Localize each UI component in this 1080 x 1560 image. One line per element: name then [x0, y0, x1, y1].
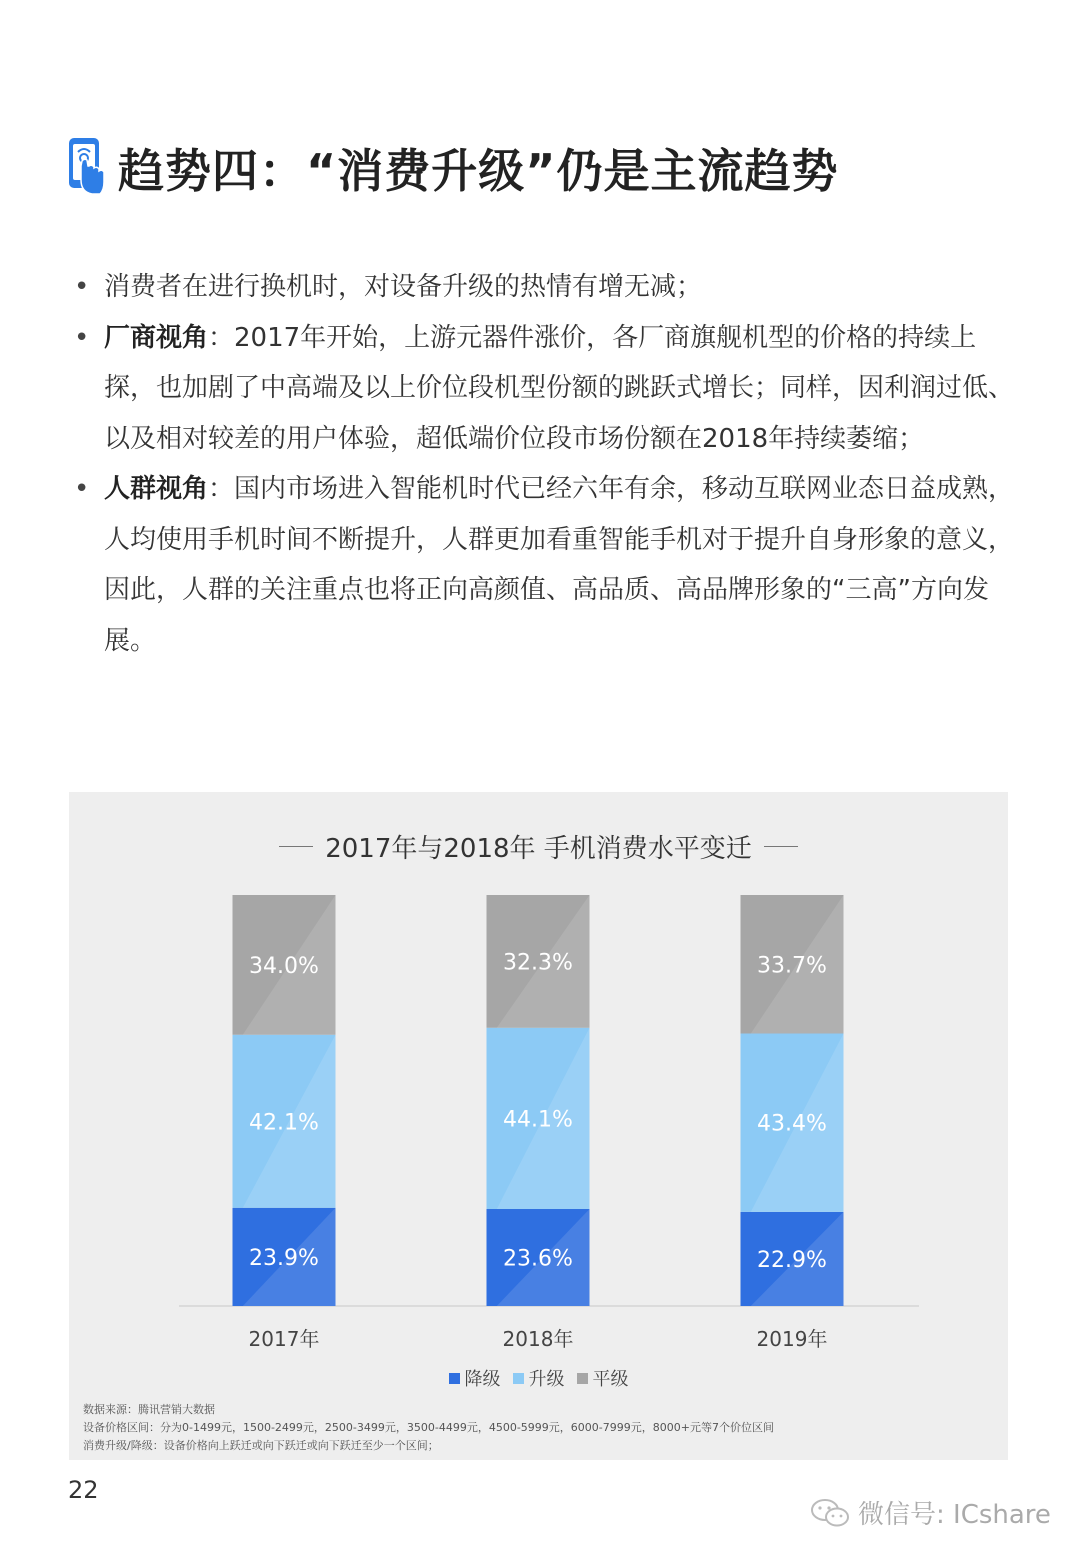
- bar-value-label: 23.9%: [249, 1245, 319, 1271]
- bullet-lead: 人群视角: [104, 474, 209, 504]
- x-tick-label: 2019年: [756, 1327, 828, 1351]
- page-title-row: [66, 133, 838, 203]
- note-definition: 消费升级/降级：设备价格向上跃迁或向下跃迁或向下跃迁至少一个区间；: [83, 1439, 439, 1452]
- bar-value-label: 34.0%: [249, 953, 319, 979]
- stacked-bar-chart: [69, 792, 1008, 1362]
- bar-value-label: 42.1%: [249, 1110, 319, 1136]
- watermark: [810, 1494, 1051, 1531]
- legend-label: 平级: [592, 1369, 629, 1390]
- chart-notes: [83, 1401, 774, 1455]
- legend-item-downgrade: [449, 1365, 501, 1391]
- bullet-text: ：2017年开始，上游元器件涨价，各厂商旗舰机型的价格的持续上探，也加剧了中高端及以上价位段机型份额的跳跃式增长；同样，因利润过低、以及相对较差的用户体验，超低端价位段市场份额在2018年持续萎缩；: [104, 322, 1015, 454]
- bar-value-label: 23.6%: [503, 1246, 573, 1272]
- bullet-item: [70, 262, 1020, 313]
- legend-item-upgrade: [513, 1365, 565, 1391]
- bar-value-label: 43.4%: [757, 1111, 827, 1137]
- watermark-text: 微信号: ICshare: [858, 1500, 1051, 1530]
- legend-swatch: [577, 1373, 588, 1384]
- page-number: 22: [68, 1476, 99, 1504]
- bullet-list: [70, 262, 1020, 666]
- note-price-range: 设备价格区间：分为0-1499元，1500-2499元，2500-3499元，3500-4499元，4500-5999元，6000-7999元，8000+元等7个价位区间: [83, 1421, 774, 1434]
- legend-label: 降级: [464, 1369, 501, 1390]
- bullet-lead: 厂商视角: [104, 322, 209, 353]
- legend-swatch: [513, 1373, 524, 1384]
- bullet-text: ：国内市场进入智能机时代已经六年有余，移动互联网业态日益成熟，人均使用手机时间不断提升，人群更加看重智能手机对于提升自身形象的意义，因此，人群的关注重点也将正向高颜值、高品质、高品牌形象的“三高”方向发展。: [104, 474, 1015, 656]
- bar-value-label: 32.3%: [503, 950, 573, 976]
- bullet-text: 消费者在进行换机时，对设备升级的热情有增无减；: [104, 272, 703, 302]
- legend-swatch: [449, 1373, 460, 1384]
- wechat-icon: [810, 1497, 850, 1529]
- note-source: 数据来源：腾讯营销大数据: [83, 1403, 215, 1416]
- chart-legend: [69, 1365, 1008, 1391]
- legend-label: 升级: [528, 1369, 565, 1390]
- phone-touch-icon: [66, 136, 106, 200]
- bar-value-label: 44.1%: [503, 1107, 573, 1133]
- bullet-item: [70, 313, 1020, 465]
- page-title: 趋势四：“消费升级”仍是主流趋势: [118, 144, 839, 198]
- chart-title: 2017年与2018年 手机消费水平变迁: [325, 834, 752, 864]
- x-tick-label: 2017年: [248, 1327, 320, 1351]
- bar-value-label: 22.9%: [757, 1247, 827, 1273]
- x-tick-label: 2018年: [502, 1327, 574, 1351]
- bullet-item: [70, 464, 1020, 666]
- bar-value-label: 33.7%: [757, 953, 827, 979]
- legend-item-same: [577, 1365, 629, 1391]
- chart-panel: [69, 792, 1008, 1460]
